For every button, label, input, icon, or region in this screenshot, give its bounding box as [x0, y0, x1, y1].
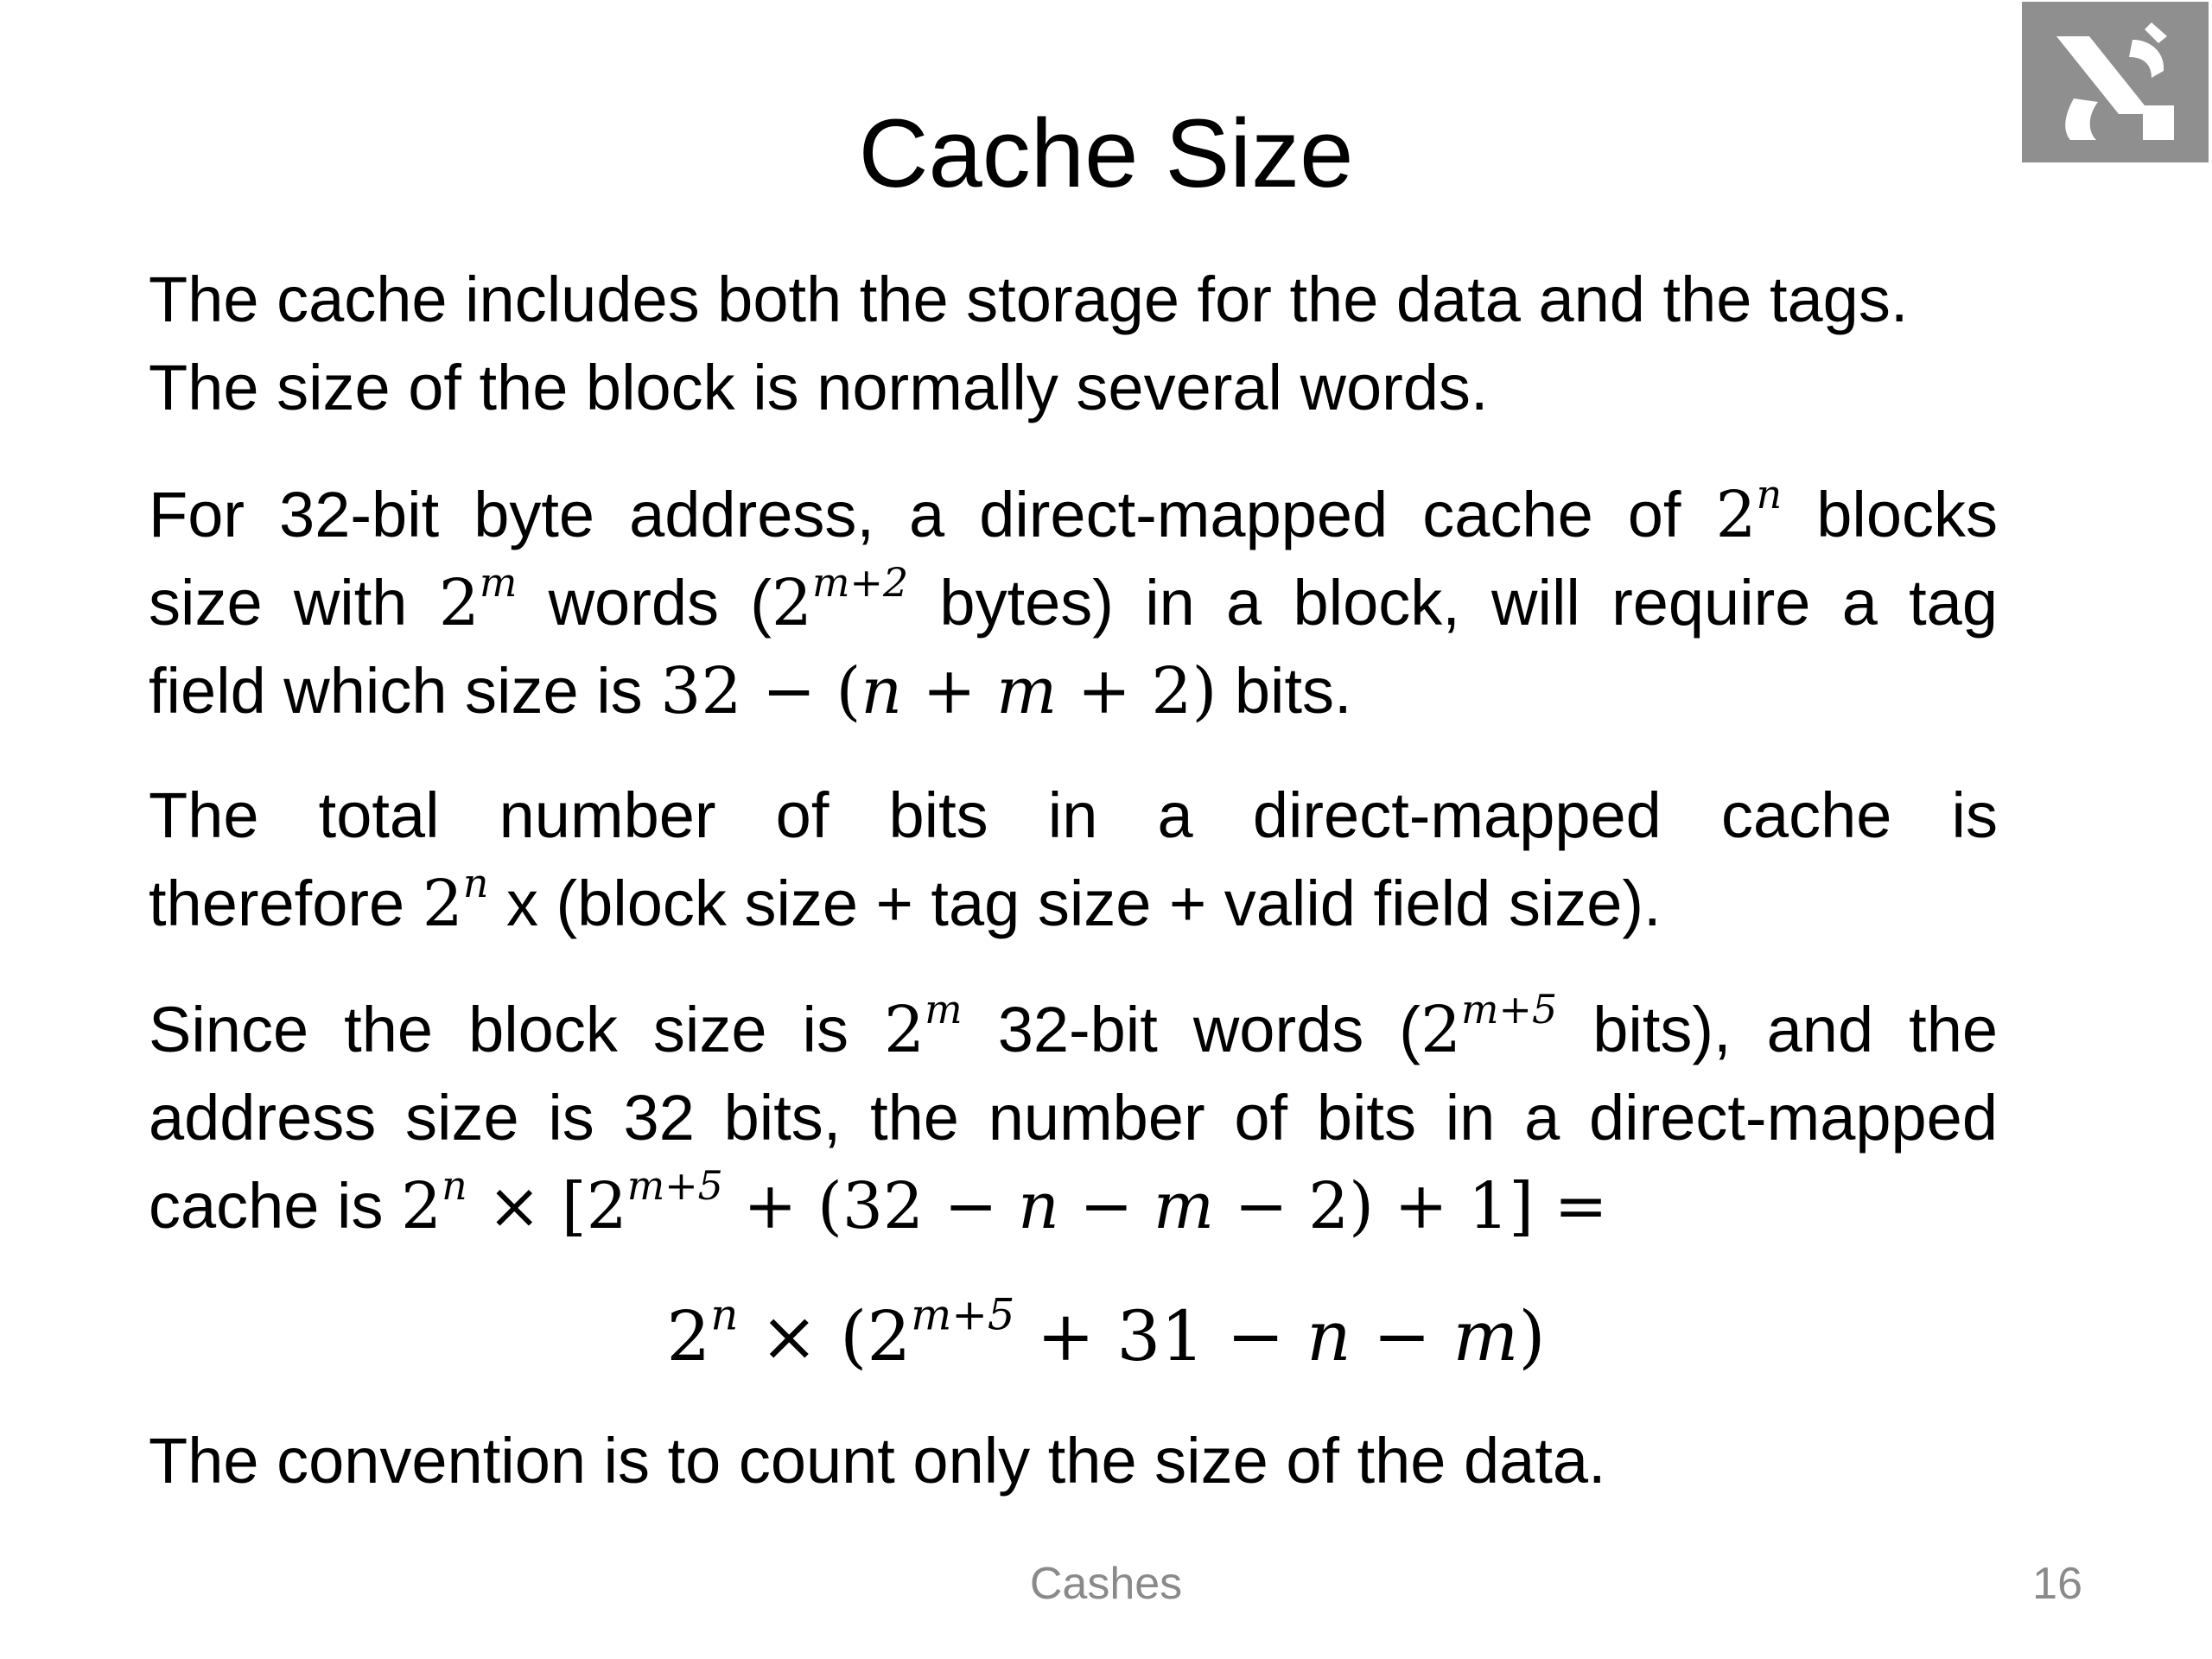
math-expression: 32 − (n + m + 2) [660, 654, 1217, 728]
paragraph-tag-field-size [149, 471, 1998, 735]
page-number: 16 [2032, 1559, 2082, 1609]
text-line [149, 860, 1998, 948]
text-fragment: therefore [149, 868, 405, 939]
math-exponent: n [462, 859, 489, 906]
text-fragment: x (block size + tag size + valid field size). [505, 868, 1662, 939]
math-power [1715, 470, 1783, 552]
math-exponent: n [1756, 470, 1783, 518]
text-line: address size is 32 bits, the number of bits in a direct-mapped [149, 1082, 1998, 1154]
text-fragment: bits), and the [1592, 994, 1999, 1065]
text-line: The total number of bits in a direct-mapped cache is [149, 779, 1998, 851]
text-line: The convention is to count only the size of the data. [149, 1425, 1606, 1497]
math-exponent: n [442, 1161, 467, 1209]
math-base: 2 [438, 566, 480, 640]
text-fragment: field which size is [149, 655, 643, 727]
math-exponent: m [479, 558, 518, 606]
paragraph-total-bits [149, 772, 1998, 948]
slide-title: Cache Size [858, 99, 1354, 207]
math-fragment: × [2 [487, 1169, 627, 1243]
text-line [149, 471, 1998, 559]
text-line [149, 647, 1998, 735]
text-line: The cache includes both the storage for the data and the tags. [149, 264, 1909, 335]
text-fragment: bits. [1234, 655, 1352, 727]
text-fragment: Since the block size is [149, 994, 849, 1065]
math-base: 2 [666, 1296, 711, 1376]
paragraph-convention [149, 1417, 1998, 1505]
math-expression [401, 1161, 1608, 1243]
math-exponent: m+5 [1461, 985, 1558, 1033]
math-base: 2 [422, 867, 463, 941]
math-fragment: + 31 − n − m) [1036, 1296, 1546, 1376]
text-line [149, 986, 1998, 1074]
text-line [149, 559, 1998, 647]
math-base: 2 [771, 566, 813, 640]
math-power [1420, 985, 1558, 1067]
math-base: 2 [1420, 993, 1462, 1067]
paragraph-block-size-derivation [149, 986, 1998, 1250]
math-exponent: m+2 [812, 558, 909, 606]
text-fragment: size with [149, 567, 408, 639]
paragraph-cache-contents [149, 256, 1998, 432]
math-power [422, 859, 489, 941]
math-power [884, 985, 963, 1067]
centered-equation [0, 1289, 2212, 1384]
math-exponent: n [710, 1289, 739, 1340]
text-fragment: blocks [1816, 479, 1999, 550]
text-fragment: cache is [149, 1170, 384, 1242]
math-exponent: m+5 [911, 1289, 1015, 1340]
text-line [149, 1162, 1998, 1250]
math-base: 2 [1715, 478, 1757, 552]
math-base: 2 [401, 1169, 442, 1243]
math-fragment: + (32 − n − m − 2) + 1] = [743, 1169, 1608, 1243]
math-base: 2 [884, 993, 925, 1067]
text-fragment: words ( [548, 567, 772, 639]
text-fragment: bytes) in a block, will require a tag [939, 567, 1998, 639]
math-fragment: × (2 [760, 1296, 912, 1376]
math-power [771, 558, 909, 640]
math-exponent: m [925, 985, 963, 1033]
text-line: The size of the block is normally several words. [149, 352, 1489, 423]
text-fragment: 32-bit words ( [997, 994, 1421, 1065]
footer-title: Cashes [1029, 1559, 1183, 1609]
text-fragment: For 32-bit byte address, a direct-mapped cache of [149, 479, 1681, 550]
math-power [438, 558, 518, 640]
math-exponent: m+5 [626, 1161, 723, 1209]
